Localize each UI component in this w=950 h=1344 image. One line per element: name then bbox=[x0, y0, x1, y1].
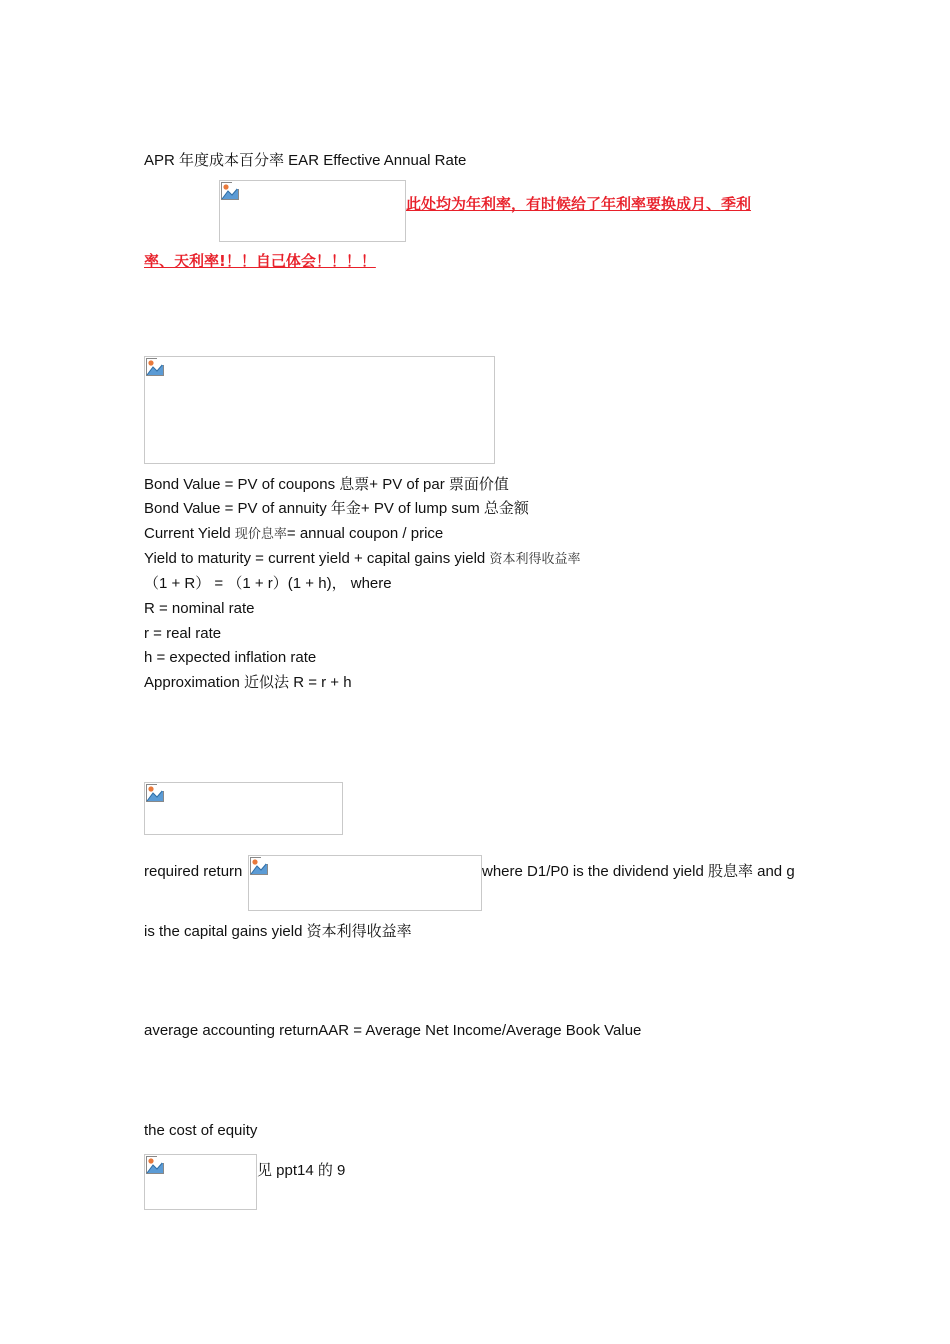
broken-image-icon bbox=[146, 784, 164, 802]
ppt-reference: 见 ppt14 的 9 bbox=[257, 1162, 346, 1179]
dividend-yield-text: where D1/P0 is the dividend yield 股息率 and g bbox=[482, 863, 795, 880]
nominal-rate-def: R = nominal rate bbox=[144, 600, 255, 617]
inflation-rate-def: h = expected inflation rate bbox=[144, 649, 317, 666]
aar-line: average accounting returnAAR = Average Net Income/Average Book Value bbox=[144, 1022, 642, 1039]
ytm-cn: 资本利得收益率 bbox=[489, 552, 581, 567]
current-yield-line bbox=[144, 524, 443, 545]
capital-gains-yield-text: is the capital gains yield 资本利得收益率 bbox=[144, 923, 412, 940]
current-yield-formula: = annual coupon / price bbox=[286, 525, 444, 542]
annual-rate-warning-line1: 此处均为年利率，有时候给了年利率要换成月、季利 bbox=[406, 195, 752, 213]
broken-image-icon bbox=[250, 857, 268, 875]
ytm-formula: Yield to maturity = current yield + capital gains yield bbox=[144, 550, 490, 567]
current-yield-label: Current Yield bbox=[144, 525, 235, 542]
broken-image-icon bbox=[221, 182, 239, 200]
current-yield-cn: 现价息率 bbox=[234, 527, 287, 542]
required-return-formula-image bbox=[248, 855, 482, 911]
dividend-formula-image bbox=[144, 782, 343, 835]
approximation-line: Approximation 近似法 R = r + h bbox=[144, 674, 352, 691]
apr-line: APR 年度成本百分率 EAR Effective Annual Rate bbox=[144, 152, 467, 169]
real-rate-def: r = real rate bbox=[144, 625, 222, 642]
required-return-label: required return bbox=[144, 863, 243, 880]
bond-formula-image bbox=[144, 356, 495, 464]
broken-image-icon bbox=[146, 358, 164, 376]
ytm-line bbox=[144, 549, 580, 570]
bond-value-coupons: Bond Value = PV of coupons 息票+ PV of par 票面价值 bbox=[144, 476, 509, 493]
broken-image-icon bbox=[146, 1156, 164, 1174]
apr-formula-image bbox=[219, 180, 406, 242]
annual-rate-warning-line2: 率、天利率!！！自己体会！！！！ bbox=[144, 252, 376, 270]
bond-value-annuity: Bond Value = PV of annuity 年金+ PV of lump sum 总金额 bbox=[144, 500, 529, 517]
cost-of-equity-image bbox=[144, 1154, 257, 1210]
fisher-equation: （1 + R） = （1 + r）(1 + h)， where bbox=[144, 575, 392, 592]
cost-of-equity-heading: the cost of equity bbox=[144, 1122, 258, 1139]
